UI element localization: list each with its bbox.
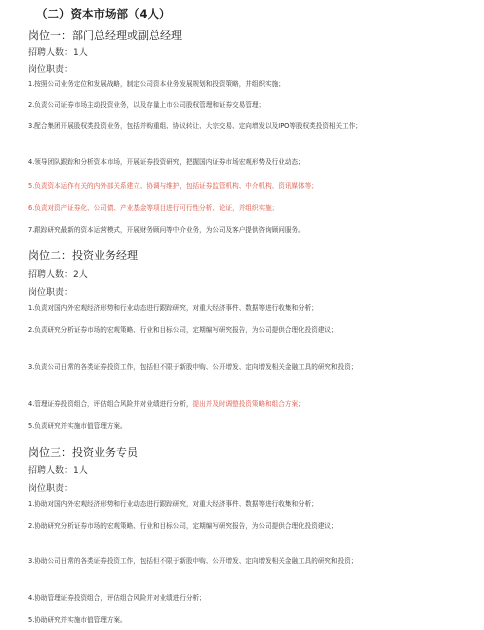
post-3-duty-label: 岗位职责： [28,484,74,494]
post-3-recruit-count: 招聘人数：1人 [28,466,88,476]
post-2-recruit-count: 招聘人数：2人 [28,270,88,280]
post-1-title: 岗位一：部门总经理或副总经理 [28,29,182,42]
post-2-duty-item: 1.负责对国内外宏观经济形势和行业动态进行跟踪研究，对重大经济事件、数据等进行收集和分析； [28,304,318,312]
post-1-duty-item: 1.按照公司业务定位和发展战略，制定公司资本业务发展规划和投资策略，并组织实施； [28,80,285,88]
post-2-title: 岗位二：投资业务经理 [28,249,138,262]
post-1-duty-item: 3.配合集团开展股权类投资业务，包括并购重组、协议转让、大宗交易、定向增发以及IPO等股权类投资相关工作； [28,122,362,130]
post-3-title: 岗位三：投资业务专员 [28,446,138,459]
post-1-duty-item: 2.负责公司证券市场主动投资业务，以及存量上市公司股权管理和证券交易管理； [28,101,266,109]
post-2-duty-item-part: 4.管理证券投资组合，评估组合风险并对业绩进行分析， [28,400,193,408]
post-3-duty-item: 1.协助对国内外宏观经济形势和行业动态进行跟踪研究，对重大经济事件、数据等进行收集和分析； [28,500,318,508]
post-1-recruit-count: 招聘人数：1人 [28,48,88,58]
post-2-duty-item: 5.负责研究并实施市值管理方案。 [28,422,127,430]
post-1-duty-item: 5.负责资本运作有关的内外部关系建立、协调与维护，包括证券监管机构、中介机构、资讯媒体等； [28,182,318,190]
post-3-duty-item: 5.协助研究并实施市值管理方案。 [28,616,127,624]
post-2-duty-item-highlight: 提出并及时调整投资策略和组合方案； [192,400,305,408]
post-2-duty-item: 2.负责研究分析证券市场的宏观策略、行业和目标公司，定期编写研究报告，为公司提供合理化投资建议； [28,326,338,334]
post-1-duty-item: 6.负责对资产证券化、公司债、产业基金等项目进行可行性分析、论证，并组织实施； [28,204,279,212]
post-3-duty-item: 3.协助公司日常的各类证券投资工作，包括但不限于新股申购、公开增发、定向增发相关金融工具的研究和投资； [28,557,358,565]
post-1-duty-item: 4.领导团队跟踪和分析资本市场，开展证券投资研究，把握国内证券市场宏观形势及行业动态； [28,158,305,166]
post-1-duty-label: 岗位职责： [28,65,74,75]
post-3-duty-item: 4.协助管理证券投资组合，评估组合风险并对业绩进行分析； [28,594,206,602]
post-2-duty-label: 岗位职责： [28,288,74,298]
post-2-duty-item: 3.负责公司日常的各类证券投资工作，包括但不限于新股申购、公开增发、定向增发相关金融工具的研究和投资； [28,363,358,371]
post-3-duty-item: 2.协助研究分析证券市场的宏观策略、行业和目标公司，定期编写研究报告，为公司提供合理化投资建议； [28,522,338,530]
post-2-duty-item [28,396,468,412]
section-title: （二）资本市场部（4人） [36,7,171,21]
post-1-duty-item: 7.跟踪研究最新的资本运营模式，开展财务顾问等中介业务，为公司及客户提供咨询顾问服务。 [28,226,305,234]
